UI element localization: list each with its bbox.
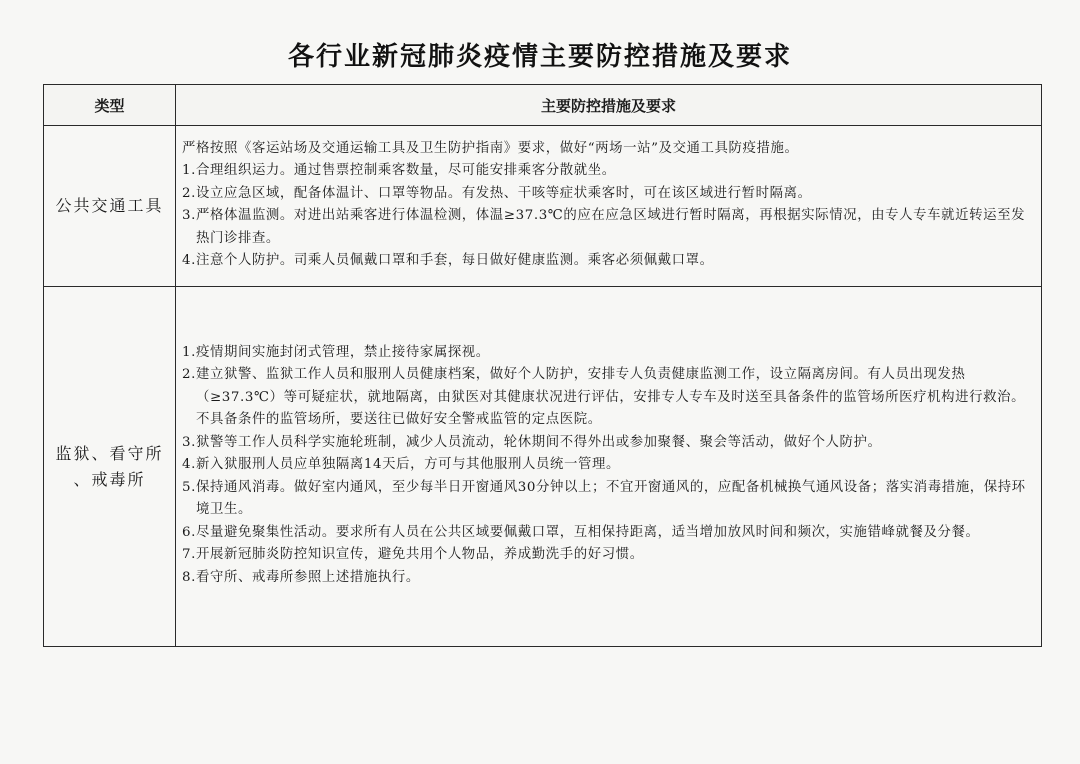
measure-intro: 严格按照《客运站场及交通运输工具及卫生防护指南》要求，做好“两场一站”及交通工具防疫措施。 [182,140,799,156]
item-number: 1. [182,344,196,360]
item-number: 2. [182,185,196,201]
list-item [182,205,1035,250]
measures-cell-prison [176,287,1042,647]
table-row [44,287,1042,647]
type-cell-public-transport [44,126,176,287]
list-item [182,342,1035,365]
list-item [182,364,1035,432]
list-item [182,183,1035,206]
header-measures: 主要防控措施及要求 [176,85,1042,126]
list-item [182,567,1035,590]
table-header-row [44,85,1042,126]
item-number: 4. [182,253,196,268]
item-text: 疫情期间实施封闭式管理，禁止接待家属探视。 [195,344,490,360]
item-text: 严格体温监测。对进出站乘客进行体温检测，体温≥37.3℃的应在应急区域进行暂时隔离，再根据实际情况，由专人专车就近转运至发热门诊排查。 [195,208,1026,246]
item-number: 8. [182,569,196,585]
item-number: 6. [182,524,196,540]
list-item [182,454,1035,477]
measures-cell-public-transport [176,126,1042,287]
item-number: 7. [182,547,196,563]
item-text: 狱警等工作人员科学实施轮班制，减少人员流动，轮休期间不得外出或参加聚餐、聚会等活动，做好个人防护。 [195,434,882,450]
type-label: 公共交通工具 [55,196,164,215]
measures-table [43,84,1042,647]
item-number: 4. [182,457,196,473]
type-label-line-1: 监狱、看守所 [55,443,164,463]
list-item [182,544,1035,567]
item-text: 看守所、戒毒所参照上述措施执行。 [195,569,420,585]
item-number: 5. [182,479,196,495]
item-text: 新入狱服刑人员应单独隔离14天后，方可与其他服刑人员统一管理。 [195,457,620,473]
item-text: 合理组织运力。通过售票控制乘客数量，尽可能安排乘客分散就坐。 [195,163,616,178]
header-type: 类型 [44,85,176,126]
item-number: 1. [182,163,196,178]
list-item [182,250,1035,273]
page-title: 各行业新冠肺炎疫情主要防控措施及要求 [287,42,792,72]
item-number: 3. [182,434,196,450]
item-text: 设立应急区域，配备体温计、口罩等物品。有发热、干咳等症状乘客时，可在该区域进行暂时隔离。 [195,185,812,201]
list-item [182,160,1035,183]
item-text: 建立狱警、监狱工作人员和服刑人员健康档案，做好个人防护，安排专人负责健康监测工作，设立隔离房间。有人员出现发热（≥37.3℃）等可疑症状，就地隔离，由狱医对其健康状况进行评估，安排专人专车及时送至具备条件的监管场所医疗机构进行救治。不具备条件的监管场所，要送往已做好安全警戒监管的定点医院。 [195,367,1026,428]
item-number: 3. [182,208,196,223]
type-cell-prison [44,287,176,647]
item-text: 保持通风消毒。做好室内通风，至少每半日开窗通风30分钟以上；不宜开窗通风的，应配备机械换气通风设备；落实消毒措施，保持环境卫生。 [195,479,1026,518]
item-text: 开展新冠肺炎防控知识宣传，避免共用个人物品，养成勤洗手的好习惯。 [195,547,644,563]
item-text: 注意个人防护。司乘人员佩戴口罩和手套，每日做好健康监测。乘客必须佩戴口罩。 [195,253,714,268]
list-item [182,522,1035,545]
table-row [44,126,1042,287]
item-text: 尽量避免聚集性活动。要求所有人员在公共区域要佩戴口罩，互相保持距离，适当增加放风时间和频次，实施错峰就餐及分餐。 [195,524,980,540]
list-item [182,432,1035,455]
item-number: 2. [182,367,196,383]
type-label-line-2: 、戒毒所 [73,469,146,489]
list-item [182,477,1035,522]
